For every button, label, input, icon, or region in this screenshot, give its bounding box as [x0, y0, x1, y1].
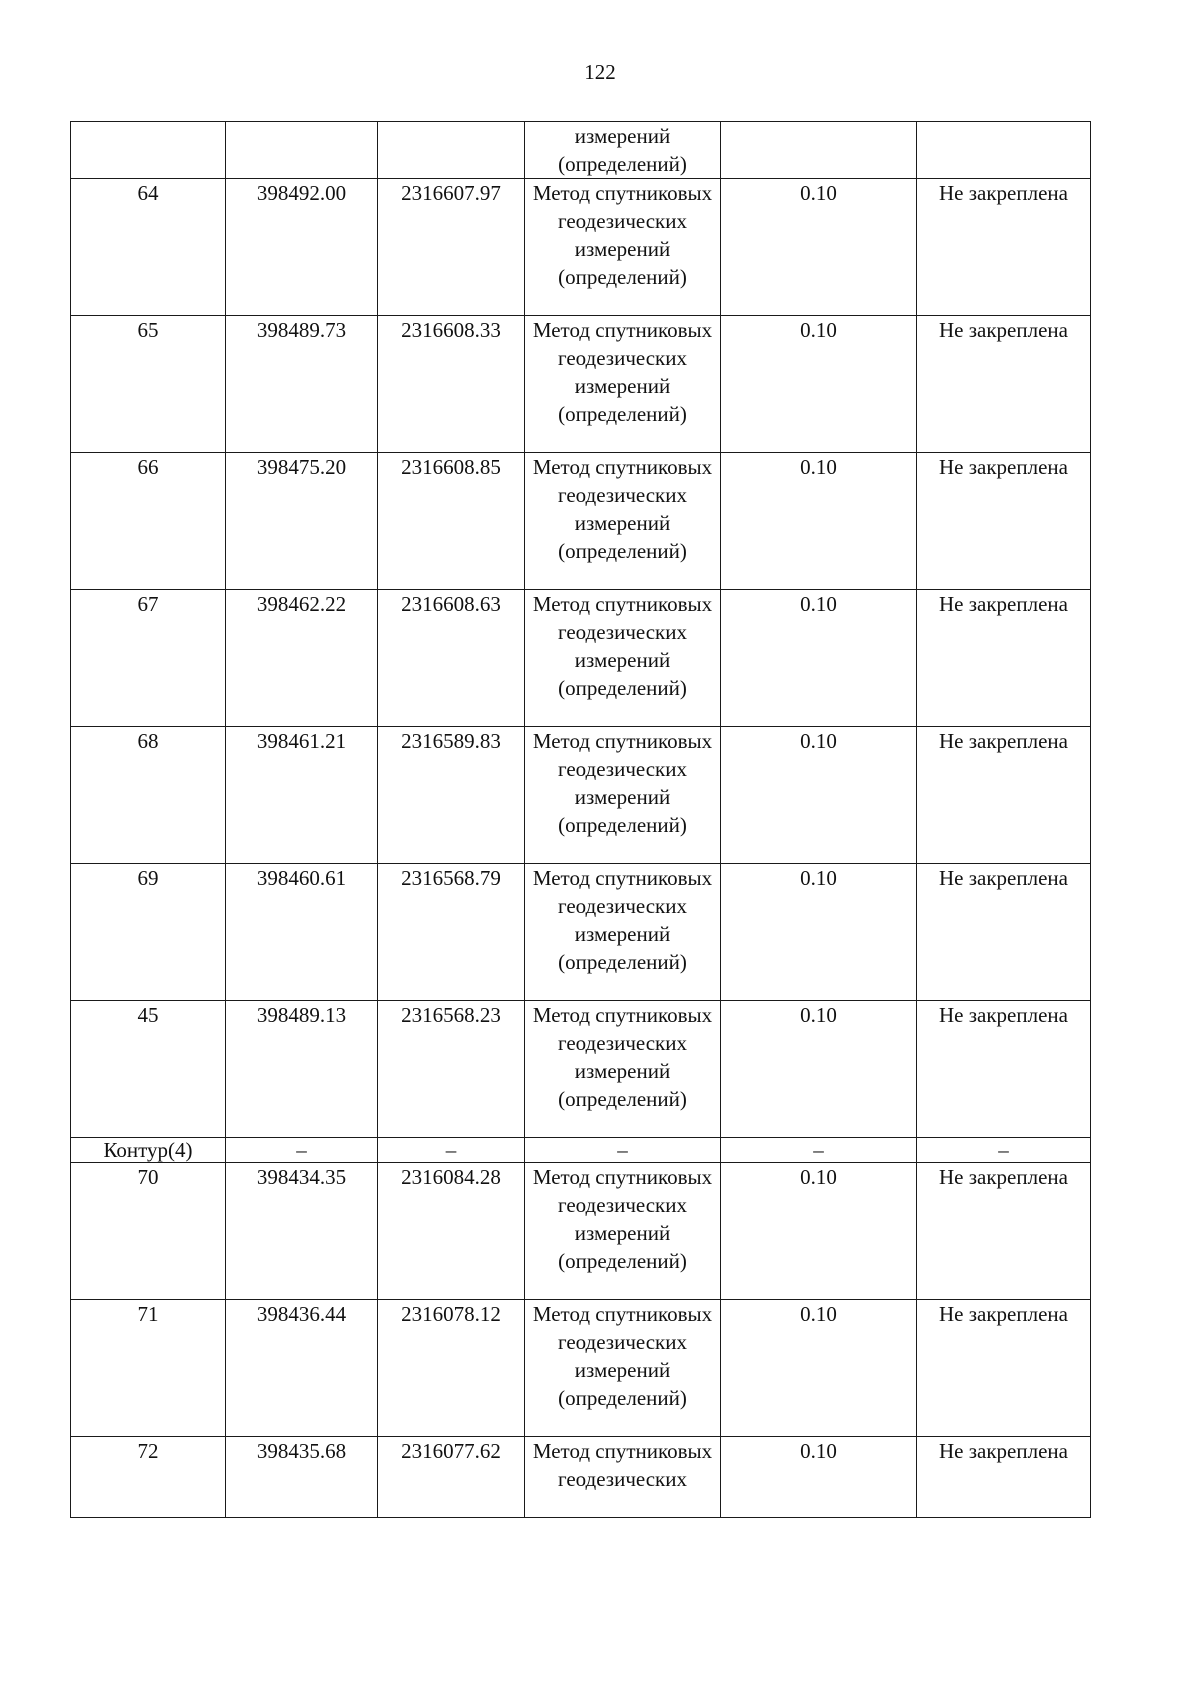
table-row: [71, 590, 1091, 727]
point-number-cell: 66: [71, 453, 226, 590]
table-row: [71, 1001, 1091, 1138]
method-cell: Метод спутниковых геодезических измерений (определений): [525, 1163, 721, 1300]
method-cell: Метод спутниковых геодезических измерений (определений): [525, 1001, 721, 1138]
table-cell: [226, 122, 378, 179]
point-number-cell: 45: [71, 1001, 226, 1138]
x-coordinate-cell: 398489.13: [226, 1001, 378, 1138]
accuracy-cell: 0.10: [721, 727, 917, 864]
table-row: [71, 179, 1091, 316]
method-cell: Метод спутниковых геодезических измерений (определений): [525, 1300, 721, 1437]
accuracy-cell: 0.10: [721, 316, 917, 453]
point-number-cell: 65: [71, 316, 226, 453]
fixation-cell: Не закреплена: [917, 179, 1091, 316]
y-coordinate-cell: 2316608.33: [378, 316, 525, 453]
table-row: [71, 1300, 1091, 1437]
y-coordinate-cell: 2316589.83: [378, 727, 525, 864]
accuracy-cell: 0.10: [721, 179, 917, 316]
table-row: [71, 453, 1091, 590]
point-number-cell: 69: [71, 864, 226, 1001]
method-cell: Метод спутниковых геодезических измерений (определений): [525, 316, 721, 453]
y-coordinate-cell: 2316608.63: [378, 590, 525, 727]
table-row: [71, 727, 1091, 864]
method-cell: Метод спутниковых геодезических измерений (определений): [525, 864, 721, 1001]
table-cell: [721, 122, 917, 179]
point-number-cell: 71: [71, 1300, 226, 1437]
accuracy-cell: 0.10: [721, 1300, 917, 1437]
fixation-cell: Не закреплена: [917, 590, 1091, 727]
accuracy-cell: 0.10: [721, 590, 917, 727]
dash-cell: –: [525, 1138, 721, 1163]
method-cell: Метод спутниковых геодезических измерений (определений): [525, 590, 721, 727]
x-coordinate-cell: 398460.61: [226, 864, 378, 1001]
dash-cell: –: [378, 1138, 525, 1163]
y-coordinate-cell: 2316077.62: [378, 1437, 525, 1518]
y-coordinate-cell: 2316084.28: [378, 1163, 525, 1300]
point-number-cell: 64: [71, 179, 226, 316]
y-coordinate-cell: 2316568.79: [378, 864, 525, 1001]
accuracy-cell: 0.10: [721, 1001, 917, 1138]
x-coordinate-cell: 398475.20: [226, 453, 378, 590]
x-coordinate-cell: 398435.68: [226, 1437, 378, 1518]
x-coordinate-cell: 398489.73: [226, 316, 378, 453]
method-cell: измерений (определений): [525, 122, 721, 179]
point-number-cell: 72: [71, 1437, 226, 1518]
accuracy-cell: 0.10: [721, 453, 917, 590]
table-cell: [71, 122, 226, 179]
table-row: [71, 316, 1091, 453]
method-cell: Метод спутниковых геодезических измерений (определений): [525, 453, 721, 590]
method-cell: Метод спутниковых геодезических: [525, 1437, 721, 1518]
fixation-cell: Не закреплена: [917, 1163, 1091, 1300]
point-number-cell: 67: [71, 590, 226, 727]
table-row: [71, 864, 1091, 1001]
y-coordinate-cell: 2316078.12: [378, 1300, 525, 1437]
dash-cell: –: [917, 1138, 1091, 1163]
table-cell: [917, 122, 1091, 179]
dash-cell: –: [721, 1138, 917, 1163]
fixation-cell: Не закреплена: [917, 1300, 1091, 1437]
x-coordinate-cell: 398434.35: [226, 1163, 378, 1300]
contour-label-cell: Контур(4): [71, 1138, 226, 1163]
x-coordinate-cell: 398462.22: [226, 590, 378, 727]
table-row: [71, 1437, 1091, 1518]
x-coordinate-cell: 398461.21: [226, 727, 378, 864]
page-number: 122: [584, 60, 616, 84]
contour-row: [71, 1138, 1091, 1163]
coordinates-table: [70, 121, 1091, 1518]
accuracy-cell: 0.10: [721, 864, 917, 1001]
fixation-cell: Не закреплена: [917, 316, 1091, 453]
dash-cell: –: [226, 1138, 378, 1163]
method-cell: Метод спутниковых геодезических измерений (определений): [525, 179, 721, 316]
continuation-row: [71, 122, 1091, 179]
y-coordinate-cell: 2316608.85: [378, 453, 525, 590]
fixation-cell: Не закреплена: [917, 727, 1091, 864]
point-number-cell: 70: [71, 1163, 226, 1300]
accuracy-cell: 0.10: [721, 1163, 917, 1300]
y-coordinate-cell: 2316607.97: [378, 179, 525, 316]
table-row: [71, 1163, 1091, 1300]
y-coordinate-cell: 2316568.23: [378, 1001, 525, 1138]
point-number-cell: 68: [71, 727, 226, 864]
fixation-cell: Не закреплена: [917, 864, 1091, 1001]
fixation-cell: Не закреплена: [917, 453, 1091, 590]
fixation-cell: Не закреплена: [917, 1001, 1091, 1138]
x-coordinate-cell: 398436.44: [226, 1300, 378, 1437]
accuracy-cell: 0.10: [721, 1437, 917, 1518]
x-coordinate-cell: 398492.00: [226, 179, 378, 316]
table-cell: [378, 122, 525, 179]
method-cell: Метод спутниковых геодезических измерений (определений): [525, 727, 721, 864]
fixation-cell: Не закреплена: [917, 1437, 1091, 1518]
